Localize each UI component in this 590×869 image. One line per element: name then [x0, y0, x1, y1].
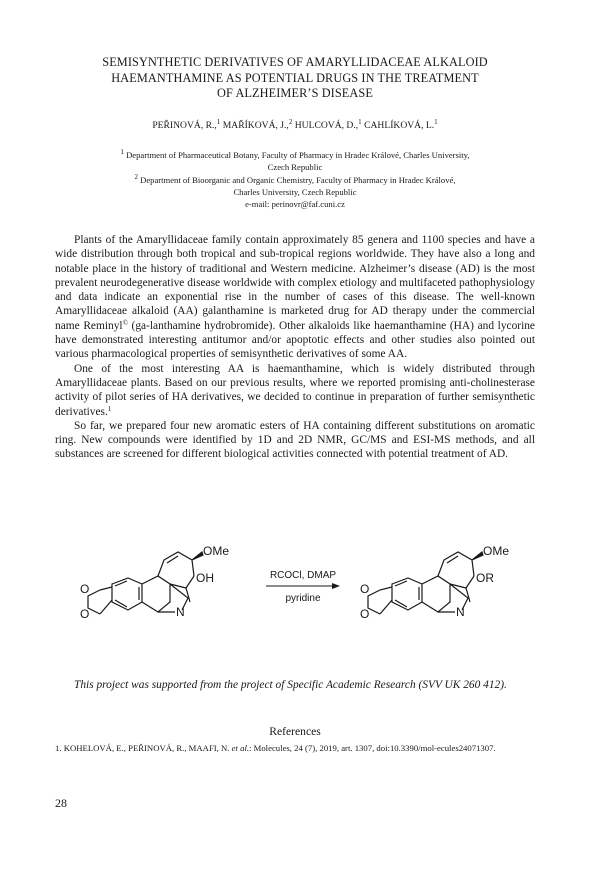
page-number: 28: [55, 796, 67, 810]
paper-title: [55, 55, 535, 102]
affiliation-1-number: 1: [120, 148, 124, 156]
reactant-structure: [88, 552, 203, 614]
reference-1: [55, 742, 535, 754]
product-structure: [368, 552, 483, 614]
solvent-label: pyridine: [285, 593, 321, 604]
reactant-n-label: N: [176, 605, 185, 619]
title-line-1: SEMISYNTHETIC DERIVATIVES OF AMARYLLIDACEAE ALKALOID: [102, 55, 488, 69]
reactant-o-bottom-label: O: [80, 607, 90, 621]
reaction-scheme: [70, 538, 530, 638]
email: e-mail: perinovr@faf.cuni.cz: [245, 199, 345, 210]
acknowledgement: This project was supported from the project of Specific Academic Research (SVV UK 260 412).: [74, 679, 507, 691]
product-or-label: OR: [476, 571, 494, 585]
affiliation-2-number: 2: [134, 172, 138, 181]
title-line-2: HAEMANTHAMINE AS POTENTIAL DRUGS IN THE TREATMENT: [111, 70, 479, 85]
reactant-oh-label: OH: [196, 571, 214, 585]
author-1: PEŘINOVÁ, R.,: [152, 120, 217, 131]
reference-1-etal: et al.: [231, 743, 250, 753]
affiliation-2-text: Department of Bioorganic and Organic Chemistry, Faculty of Pharmacy in Hradec Králové,: [140, 174, 456, 185]
product-n-label: N: [456, 605, 465, 619]
author-3-affil: 1: [358, 118, 362, 126]
abstract-body: [55, 233, 535, 462]
affiliation-1: [60, 149, 530, 161]
reference-1-authors: 1. KOHELOVÁ, E., PEŘINOVÁ, R., MAAFI, N.: [55, 743, 230, 753]
reagent-label: RCOCl, DMAP: [269, 570, 337, 581]
author-4: CAHLÍKOVÁ, L.: [364, 120, 435, 131]
author-2: MAŘÍKOVÁ, J.,: [222, 120, 289, 131]
citation-1: 1: [107, 404, 112, 413]
affiliation-1-cont: Czech Republic: [267, 162, 323, 173]
author-list: [40, 120, 550, 132]
author-4-affil: 1: [434, 118, 438, 126]
affiliation-2-cont: Charles University, Czech Republic: [233, 186, 357, 197]
affiliation-1-text: Department of Pharmaceutical Botany, Faculty of Pharmacy in Hradec Králové, Charles University,: [126, 150, 470, 160]
paragraph-3: So far, we prepared four new aromatic esters of HA containing different substitutions on aromatic ring. New compounds were identified by 1D and 2D NMR, GC/MS and ESI-MS methods, and all substances are screened for different biological activities connected with potential treatment of AD.: [55, 419, 535, 461]
author-2-affil: 2: [288, 118, 293, 126]
paragraph-1: [55, 233, 535, 362]
reaction-arrow: [266, 583, 340, 589]
paragraph-2: [55, 362, 535, 419]
reactant-ome-label: OMe: [203, 544, 230, 558]
paragraph-2-text: One of the most interesting AA is haemanthamine, which is widely distributed through Amaryllidaceae plants. Based on our previous results, where we reported promising anti-cholinesterase activity of pilot series of HA derivatives, we decided to continue in preparation of further semisynthetic derivatives.: [55, 362, 535, 418]
author-3: HULCOVÁ, D.,: [294, 120, 359, 131]
reactant-o-top-label: O: [80, 582, 90, 596]
affiliations: [60, 149, 530, 210]
references-heading: References: [269, 725, 321, 738]
copyright-mark: ©: [122, 318, 128, 327]
paragraph-1-text-a: Plants of the Amaryllidaceae family contain approximately 85 genera and 1100 species and have a wide distribution through both tropical and sub-tropical regions worldwide. They have also a long and notable place in the history of traditional and Western medicine. Alzheimer’s disease (AD) is the most prevalent neurodegenerative disease worldwide with complex etiology and multifaceted pathophysiology and data indicate an exponential rise in the number of cases of this disease. The well-known Amaryllidaceae alkaloid (AA) galanthamine is marketed drug for AD therapy under the commercial name Reminyl: [55, 234, 535, 332]
product-ome-label: OMe: [483, 544, 510, 558]
reference-1-details: : Molecules, 24 (7), 2019, art. 1307, doi:10.3390/mol-ecules24071307.: [249, 743, 496, 753]
paragraph-1-text-b: (ga-lanthamine hydrobromide). Other alkaloids like haemanthamine (HA) and lycorine have demonstrated interesting antitumor and/or apoptotic effects and other studies also pointed out various pharmacological properties of semisynthetic derivatives of some AA.: [55, 319, 535, 361]
affiliation-2: [60, 174, 530, 186]
author-1-affil: 1: [216, 118, 221, 126]
product-o-bottom-label: O: [360, 607, 370, 621]
product-o-top-label: O: [360, 582, 370, 596]
title-line-3: OF ALZHEIMER’S DISEASE: [217, 86, 373, 100]
